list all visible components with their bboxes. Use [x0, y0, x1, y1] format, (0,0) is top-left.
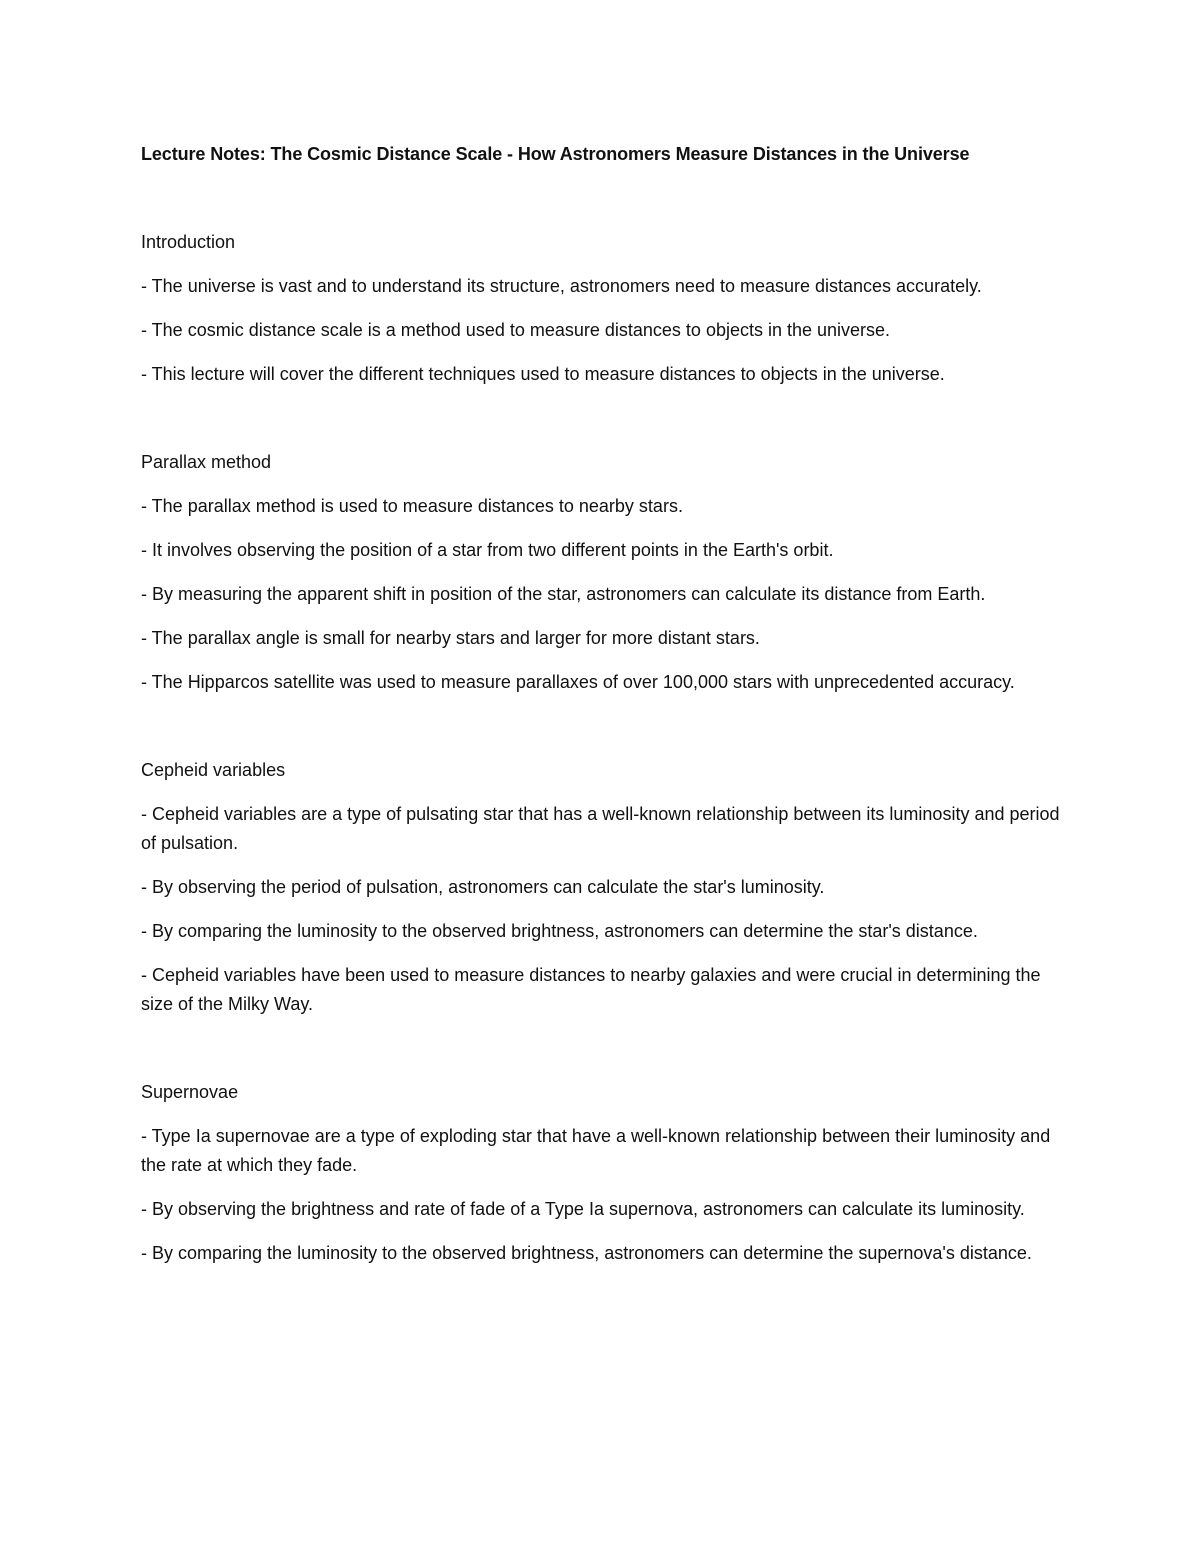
section-parallax-method — [141, 448, 1061, 697]
section-heading: Supernovae — [141, 1082, 239, 1102]
bullet-item: - Cepheid variables are a type of pulsating star that has a well-known relationship between its luminosity and period of pulsation. — [141, 804, 1060, 853]
bullet-item: - By comparing the luminosity to the observed brightness, astronomers can determine the star's distance. — [141, 921, 978, 941]
section-cepheid-variables — [141, 756, 1061, 1019]
bullet-item: - The parallax angle is small for nearby stars and larger for more distant stars. — [141, 628, 760, 648]
section-heading: Introduction — [141, 232, 236, 252]
bullet-item: - Cepheid variables have been used to measure distances to nearby galaxies and were crucial in determining the size of the Milky Way. — [141, 965, 1041, 1014]
bullet-item: - By measuring the apparent shift in position of the star, astronomers can calculate its distance from Earth. — [141, 584, 986, 604]
bullet-item: - It involves observing the position of a star from two different points in the Earth's orbit. — [141, 540, 834, 560]
section-heading: Cepheid variables — [141, 760, 286, 780]
bullet-item: - By observing the period of pulsation, astronomers can calculate the star's luminosity. — [141, 877, 825, 897]
section-introduction — [141, 228, 1061, 389]
bullet-item: - This lecture will cover the different techniques used to measure distances to objects in the universe. — [141, 364, 945, 384]
bullet-item: - The parallax method is used to measure distances to nearby stars. — [141, 496, 683, 516]
bullet-item: - Type Ia supernovae are a type of exploding star that have a well-known relationship between their luminosity and the rate at which they fade. — [141, 1126, 1051, 1175]
bullet-item: - By comparing the luminosity to the observed brightness, astronomers can determine the supernova's distance. — [141, 1243, 1032, 1263]
bullet-item: - The Hipparcos satellite was used to measure parallaxes of over 100,000 stars with unprecedented accuracy. — [141, 672, 1015, 692]
section-heading: Parallax method — [141, 452, 272, 472]
bullet-item: - By observing the brightness and rate of fade of a Type Ia supernova, astronomers can calculate its luminosity. — [141, 1199, 1025, 1219]
document-title: Lecture Notes: The Cosmic Distance Scale - How Astronomers Measure Distances in the Universe — [141, 144, 970, 164]
document-page — [141, 140, 1061, 1327]
bullet-item: - The cosmic distance scale is a method used to measure distances to objects in the universe. — [141, 320, 891, 340]
section-supernovae — [141, 1078, 1061, 1268]
bullet-item: - The universe is vast and to understand its structure, astronomers need to measure distances accurately. — [141, 276, 982, 296]
